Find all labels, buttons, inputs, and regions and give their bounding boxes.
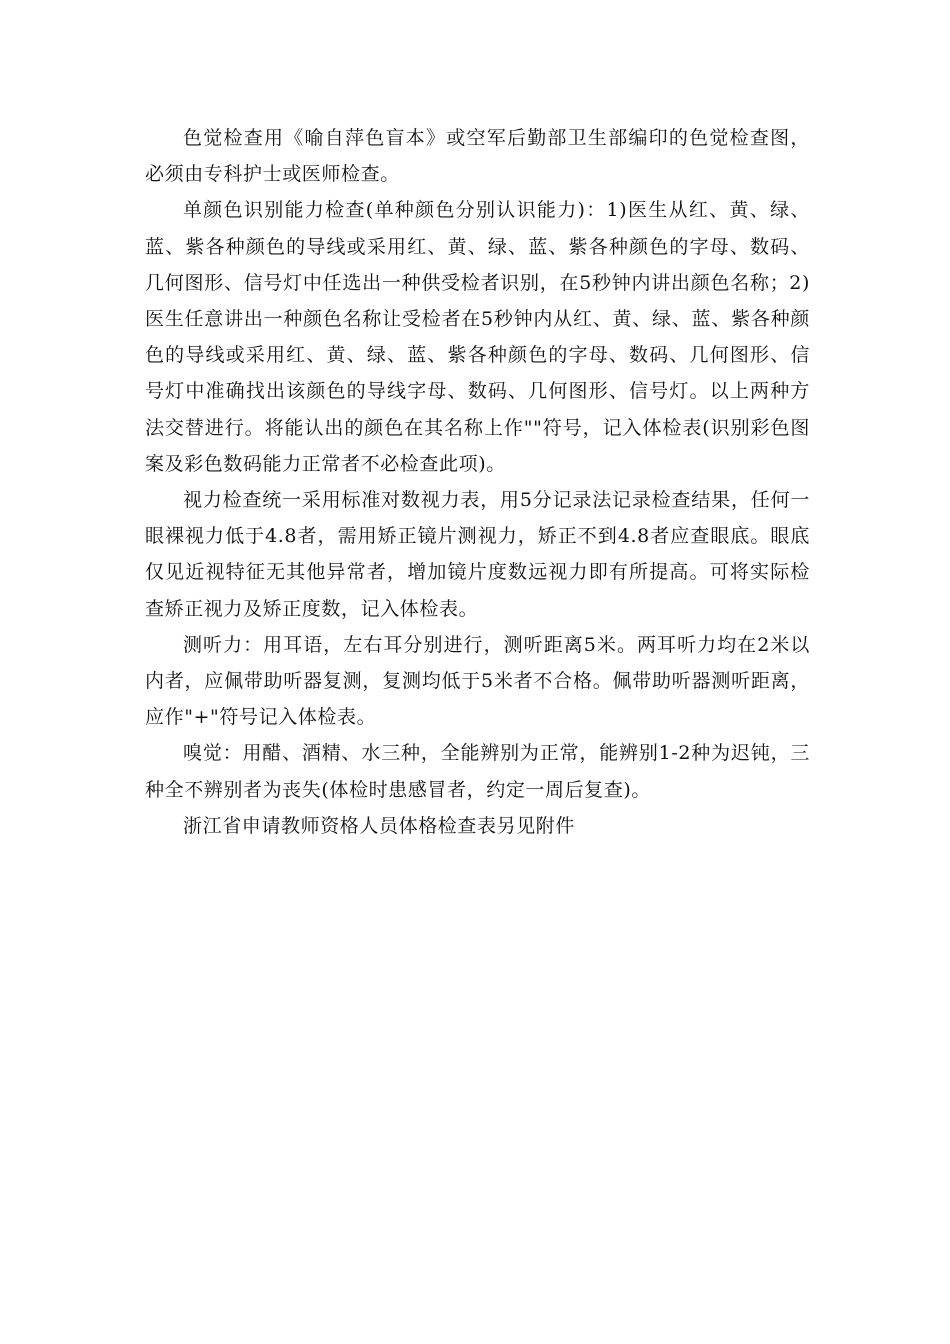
paragraph-attachment-note: 浙江省申请教师资格人员体格检查表另见附件 [183,814,576,837]
paragraph-smell-test: 嗅觉：用醋、酒精、水三种，全能辨别为正常，能辨别1-2种为迟钝，三种全不辨别者为丧失(体检时患感冒者，约定一周后复查)。 [145,742,810,801]
paragraph-hearing-test: 测听力：用耳语，左右耳分别进行，测听距离5米。两耳听力均在2米以内者，应佩带助听器复测，复测均低于5米者不合格。佩带助听器测听距离，应作"+"符号记入体检表。 [145,633,810,729]
paragraph-color-vision-method: 色觉检查用《喻自萍色盲本》或空军后勤部卫生部编印的色觉检查图，必须由专科护士或医师检查。 [145,127,810,186]
paragraph-visual-acuity: 视力检查统一采用标准对数视力表，用5分记录法记录检查结果，任何一眼裸视力低于4.8者，需用矫正镜片测视力，矫正不到4.8者应查眼底。眼底仅见近视特征无其他异常者，增加镜片度数远视力即有所提高。可将实际检查矫正视力及矫正度数，记入体检表。 [145,489,810,620]
document-body [145,120,810,844]
paragraph-single-color-test: 单颜色识别能力检查(单种颜色分别认识能力)：1)医生从红、黄、绿、蓝、紫各种颜色的导线或采用红、黄、绿、蓝、紫各种颜色的字母、数码、几何图形、信号灯中任选出一种供受检者识别，在5秒钟内讲出颜色名称；2)医生任意讲出一种颜色名称让受检者在5秒钟内从红、黄、绿、蓝、紫各种颜色的导线或采用红、黄、绿、蓝、紫各种颜色的字母、数码、几何图形、信号灯中准确找出该颜色的导线字母、数码、几何图形、信号灯。以上两种方法交替进行。将能认出的颜色在其名称上作""符号，记入体检表(识别彩色图案及彩色数码能力正常者不必检查此项)。 [145,199,810,475]
